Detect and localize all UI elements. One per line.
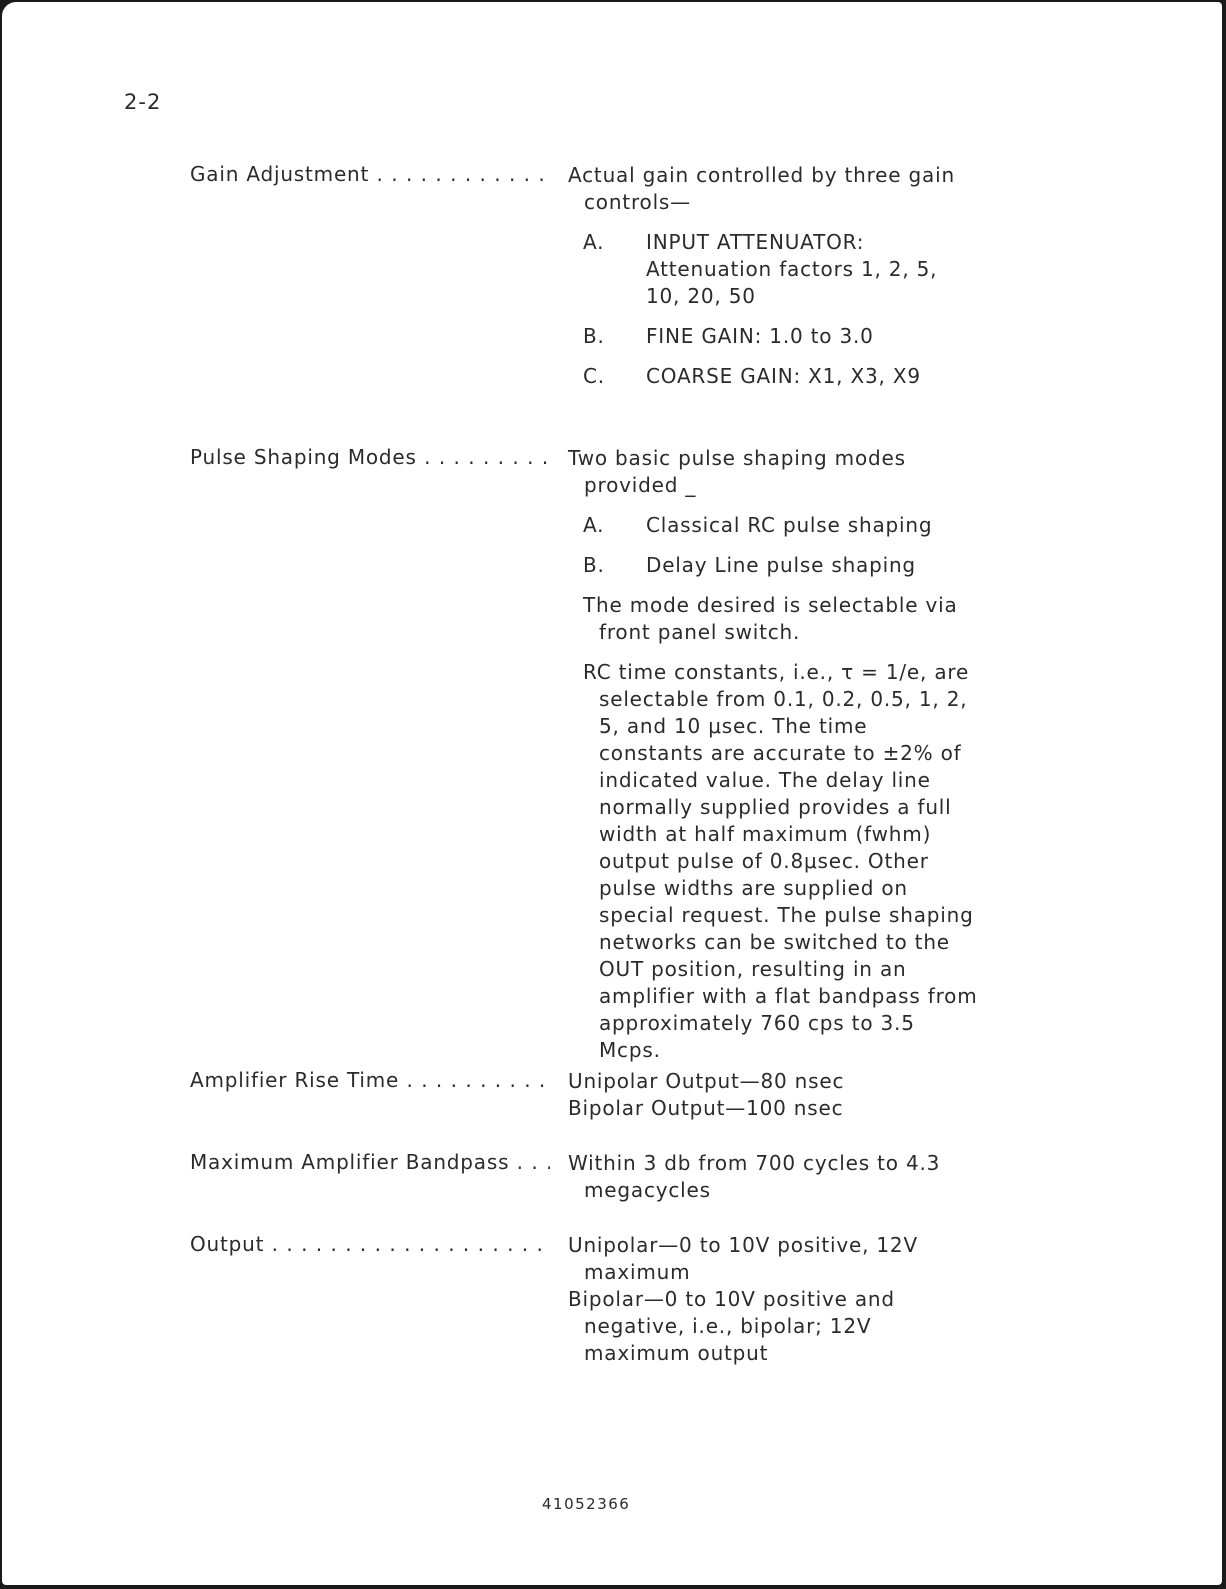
item-letter: B.	[583, 324, 605, 348]
spec-intro: Actual gain controlled by three gain controls—	[568, 163, 955, 214]
item-text: Delay Line pulse shaping	[646, 553, 916, 577]
item-letter: C.	[583, 364, 605, 388]
spec-value	[568, 445, 978, 1077]
page-number: 2-2	[124, 90, 162, 114]
spec-value	[568, 1232, 978, 1367]
list-item	[583, 363, 978, 390]
item-letter: B.	[583, 553, 605, 577]
document-page	[2, 2, 1222, 1585]
list-item	[583, 229, 978, 310]
spec-value	[568, 1068, 978, 1122]
spec-value	[568, 162, 978, 403]
spec-note: RC time constants, i.e., τ = 1/e, are selectable from 0.1, 0.2, 0.5, 1, 2, 5, and 10 μsec. The time constants are accurate to ±2% of indicated value. The delay line normally supplied provides a full width at half maximum (fwhm) output pulse of 0.8μsec. Other pulse widths are supplied on special request. The pulse shaping networks can be switched to the OUT position, resulting in an amplifier with a flat bandpass from approximately 760 cps to 3.5 Mcps.	[583, 660, 978, 1062]
spec-value	[568, 1150, 978, 1217]
item-text: INPUT ATTENUATOR: Attenuation factors 1, 2, 5, 10, 20, 50	[646, 230, 938, 308]
spec-label: Pulse Shaping Modes . . .	[190, 445, 550, 469]
spec-line: Bipolar Output—100 nsec	[568, 1096, 844, 1120]
spec-note: The mode desired is selectable via front panel switch.	[583, 593, 958, 644]
spec-label: Maximum Amplifier Bandpass . . .	[190, 1150, 550, 1174]
footer-document-code: 41052366	[542, 1495, 631, 1513]
list-item	[583, 323, 978, 350]
list-item	[583, 512, 978, 539]
spec-line: Bipolar—0 to 10V positive and negative, i.e., bipolar; 12V maximum output	[568, 1287, 895, 1365]
spec-label: Gain Adjustment . . .	[190, 162, 550, 186]
list-item	[583, 552, 978, 579]
item-letter: A.	[583, 513, 605, 537]
spec-line: Unipolar—0 to 10V positive, 12V maximum	[568, 1233, 918, 1284]
item-text: FINE GAIN: 1.0 to 3.0	[646, 324, 874, 348]
spec-line: Within 3 db from 700 cycles to 4.3 megacycles	[568, 1151, 941, 1202]
spec-intro: Two basic pulse shaping modes provided _	[568, 446, 906, 497]
item-text: Classical RC pulse shaping	[646, 513, 933, 537]
item-text: COARSE GAIN: X1, X3, X9	[646, 364, 921, 388]
spec-label: Output . . .	[190, 1232, 550, 1256]
spec-label: Amplifier Rise Time . . .	[190, 1068, 550, 1092]
item-letter: A.	[583, 230, 605, 254]
spec-line: Unipolar Output—80 nsec	[568, 1069, 845, 1093]
